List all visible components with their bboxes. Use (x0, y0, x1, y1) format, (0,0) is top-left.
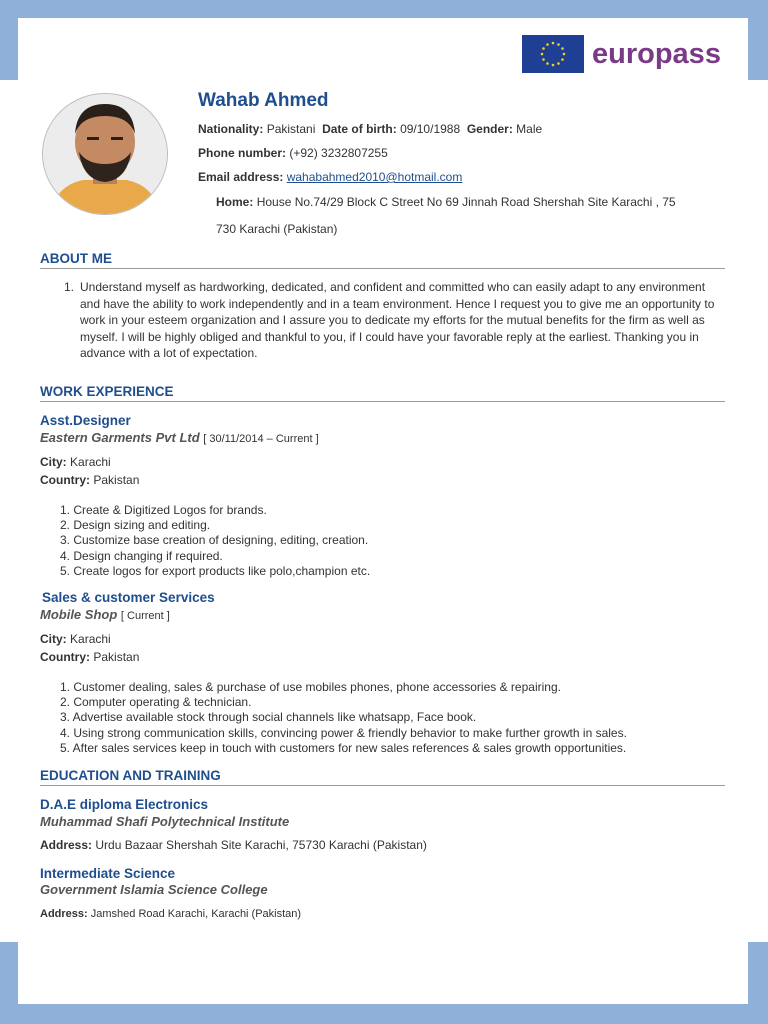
email-row (198, 170, 462, 184)
job-title: Asst.Designer (40, 413, 131, 428)
city-value: Karachi (70, 455, 111, 469)
job-duties-list (60, 680, 627, 756)
dob-value: 09/10/1988 (400, 122, 461, 136)
employer-name: Eastern Garments Pvt Ltd (40, 430, 200, 445)
home-row (216, 195, 676, 209)
dob-label: Date of birth: (322, 122, 397, 136)
address-value: Jamshed Road Karachi, Karachi (Pakistan) (90, 908, 302, 920)
job-city (40, 632, 111, 646)
list-item: 2. Design sizing and editing. (60, 518, 211, 533)
job-country (40, 650, 139, 664)
home-address-line1: House No.74/29 Block C Street No 69 Jinnah Road Shershah Site Karachi , 75 (256, 195, 676, 209)
home-address-line2: 730 Karachi (Pakistan) (216, 222, 338, 236)
education-title: Intermediate Science (40, 866, 176, 881)
page-left-margin (0, 80, 18, 942)
nationality-label: Nationality: (198, 122, 264, 136)
employer-name: Mobile Shop (40, 607, 118, 622)
job-dates: [ Current ] (120, 610, 170, 622)
address-label: Address: (40, 838, 93, 852)
list-item: 1. Create & Digitized Logos for brands. (60, 503, 267, 517)
education-address (40, 838, 427, 852)
job-duties-list (60, 503, 370, 579)
top-border (0, 0, 768, 18)
phone-row (198, 146, 388, 160)
address-label: Address: (40, 908, 88, 920)
candidate-name: Wahab Ahmed (198, 90, 329, 111)
email-label: Email address: (198, 170, 284, 184)
job-employer (40, 430, 319, 445)
work-heading: WORK EXPERIENCE (40, 384, 725, 402)
city-label: City: (40, 455, 67, 469)
brand-name: europass (592, 37, 721, 70)
europass-logo (522, 34, 721, 74)
list-item: 5. Create logos for export products like polo,champion etc. (60, 563, 371, 578)
phone-value: (+92) 3232807255 (289, 146, 388, 160)
education-title: D.A.E diploma Electronics (40, 797, 209, 812)
bottom-border (0, 1004, 768, 1024)
country-label: Country: (40, 473, 90, 487)
list-item: 5. After sales services keep in touch with customers for new sales references & sales growth opportunities. (60, 740, 627, 755)
education-institute: Muhammad Shafi Polytechnical Institute (40, 814, 290, 829)
city-label: City: (40, 632, 67, 646)
country-label: Country: (40, 650, 90, 664)
job-city (40, 455, 111, 469)
list-item: 1. Customer dealing, sales & purchase of use mobiles phones, phone accessories & repairing. (60, 680, 561, 694)
list-item: 4. Using strong communication skills, convincing power & friendly behavior to make further growth in sales. (60, 725, 627, 740)
list-item: 4. Design changing if required. (60, 548, 223, 563)
eu-flag-icon (522, 35, 584, 73)
city-value: Karachi (70, 632, 111, 646)
job-country (40, 473, 139, 487)
about-paragraph (64, 279, 725, 362)
list-item: 3. Advertise available stock through social channels like whatsapp, Face book. (60, 710, 477, 725)
job-title: Sales & customer Services (42, 590, 215, 605)
gender-value: Male (516, 122, 543, 136)
personal-info-row (198, 122, 542, 136)
gender-label: Gender: (466, 122, 513, 136)
education-institute: Government Islamia Science College (40, 882, 268, 897)
country-value: Pakistan (93, 473, 140, 487)
nationality-value: Pakistani (266, 122, 316, 136)
list-item: 3. Customize base creation of designing, editing, creation. (60, 533, 369, 548)
job-employer (40, 607, 170, 622)
country-value: Pakistan (93, 650, 140, 664)
about-heading: ABOUT ME (40, 251, 725, 269)
about-number: 1. (64, 280, 75, 294)
email-link[interactable]: wahabahmed2010@hotmail.com (286, 170, 463, 184)
list-item: 2. Computer operating & technician. (60, 695, 252, 710)
home-label: Home: (216, 195, 254, 209)
address-value: Urdu Bazaar Shershah Site Karachi, 75730 Karachi (Pakistan) (95, 838, 427, 852)
job-dates: [ 30/11/2014 – Current ] (203, 433, 319, 445)
profile-photo (42, 93, 168, 215)
education-address (40, 908, 301, 920)
phone-label: Phone number: (198, 146, 287, 160)
page-right-margin (748, 80, 768, 942)
education-heading: EDUCATION AND TRAINING (40, 768, 725, 786)
about-text: Understand myself as hardworking, dedicated, and confident and committed who can easily adapt to any environment and have the ability to work independently and in a team environment. Hence I request you to give me an opportunity to work in your esteem organization and I assure you to dedicate my efforts for the mutual benefits for the firm as well as myself. I will be highly obliged and thankful to you, if I could have your favorable reply at the earliest. Thanking you in advance with a lot of expectation. (80, 280, 715, 360)
